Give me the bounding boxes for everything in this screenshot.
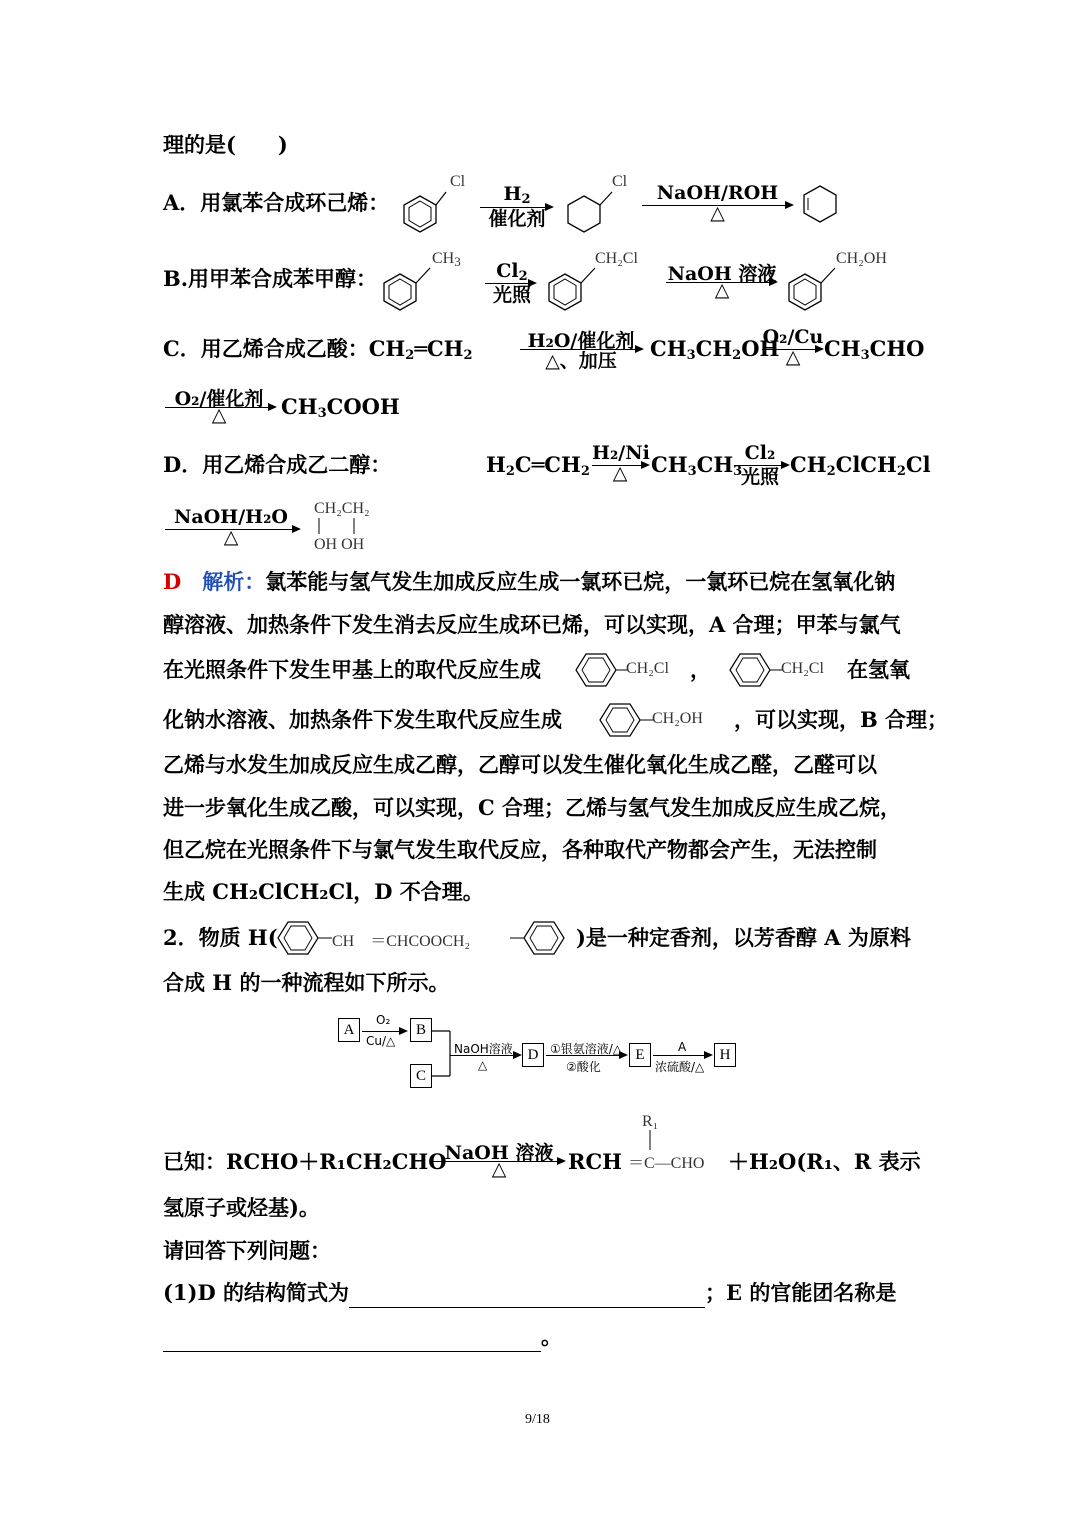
ch2cl-label-b: CH₂Cl xyxy=(595,250,638,267)
answer-tag: 解析： xyxy=(202,569,266,594)
known-cho: ＝C—CHO xyxy=(628,1155,705,1172)
flow-eh-bot: 浓硫酸/△ xyxy=(655,1060,705,1074)
ethylene-formula-d: $H_2C═CH_2$ xyxy=(486,452,590,479)
answer-line-3b: ， xyxy=(690,657,711,682)
answer-line-4b: ，可以实现，B 合理； xyxy=(734,707,949,732)
flow-box-c: C xyxy=(410,1064,432,1088)
q2-line-1b: )是一种定香剂，以芳香醇 A 为原料 xyxy=(576,925,911,950)
optD-r1-bot: △ xyxy=(612,462,628,484)
q2-line-1a: 2．物质 H( xyxy=(163,925,278,950)
benzyl-alcohol-inline xyxy=(592,700,654,740)
ethane-formula: $CH_3CH_3$ xyxy=(651,452,743,479)
optB-r1-top: $Cl_2$ xyxy=(496,260,528,284)
flow-box-a: A xyxy=(338,1018,360,1042)
known-suffix: ＋H₂O(R₁、R 表示 xyxy=(728,1149,921,1174)
flow-ab-top: O₂ xyxy=(376,1013,391,1027)
glycol-bottom: OH OH xyxy=(314,536,365,553)
subq-1-cont: 。 xyxy=(163,1322,562,1352)
flow-box-h: H xyxy=(714,1043,736,1067)
flow-bd-bot: △ xyxy=(478,1058,488,1072)
cyclohexene-structure xyxy=(798,180,844,230)
answer-line-8: 生成 CH₂ClCH₂Cl，D 不合理。 xyxy=(163,879,484,904)
optB-r2-bot: △ xyxy=(714,279,730,301)
ch2oh-inline: CH₂OH xyxy=(652,710,703,727)
flow-ab-bot: Cu/△ xyxy=(366,1034,396,1048)
optC-r3-bot: △ xyxy=(211,404,227,426)
answer-line-1: D 解析：氯苯能与氢气发生加成反应生成一氯环已烷，一氯环已烷在氢氧化钠 xyxy=(163,569,896,594)
flow-arrow-de xyxy=(546,1055,626,1056)
optA-r1-top: $H_2$ xyxy=(503,183,531,207)
q2-line-2: 合成 H 的一种流程如下所示。 xyxy=(163,970,450,995)
optD-r2-bot: 光照 xyxy=(740,466,779,488)
flow-box-d: D xyxy=(522,1043,544,1067)
flow-box-e: E xyxy=(629,1043,651,1067)
flow-arrow-ab xyxy=(362,1031,406,1032)
optD-r3-bot: △ xyxy=(223,526,239,548)
optD-r3-top: NaOH/H₂O xyxy=(174,506,288,528)
flow-de-bot: ②酸化 xyxy=(566,1060,601,1074)
phenyl-left xyxy=(270,918,332,958)
ch3-label: $CH_3$ xyxy=(432,250,461,269)
flow-de-top: ①银氨溶液/△ xyxy=(550,1042,623,1056)
benzyl-chloride-inline-1 xyxy=(568,650,628,690)
ch2cl-inline-1: CH₂Cl xyxy=(626,660,669,677)
optB-r1-bot: 光照 xyxy=(492,284,531,306)
answer-letter: D xyxy=(163,569,182,594)
answer-blank-e[interactable] xyxy=(163,1329,541,1352)
optC-r3-top: O₂/催化剂 xyxy=(174,388,264,410)
known-line2: 氢原子或烃基)。 xyxy=(163,1195,320,1220)
prompt: 请回答下列问题： xyxy=(163,1238,331,1263)
known-r1: R₁ xyxy=(642,1113,659,1130)
glycol-bonds xyxy=(314,518,374,538)
subq-1: (1)D 的结构简式为 ；E 的官能团名称是 xyxy=(163,1278,896,1308)
answer-line-3a: 在光照条件下发生甲基上的取代反应生成 xyxy=(163,657,541,682)
optC-r2-bot: △ xyxy=(785,346,801,368)
option-d-label: D．用乙烯合成乙二醇： xyxy=(163,452,392,477)
dichloroethane-formula: $CH_2ClCH_2Cl$ xyxy=(790,452,931,479)
toluene-structure xyxy=(380,258,436,314)
known-r-bot: △ xyxy=(491,1158,507,1180)
acetic-acid-formula: $CH_3COOH$ xyxy=(281,394,400,421)
ethanol-formula: $CH_3CH_2OH$ xyxy=(650,336,780,363)
known-prefix: 已知：RCHO＋R₁CH₂CHO xyxy=(163,1149,447,1174)
answer-line-6: 进一步氧化生成乙酸，可以实现，C 合理；乙烯与氢气发生加成反应生成乙烷， xyxy=(163,795,902,820)
option-a-label: A．用氯苯合成环己烯： xyxy=(163,190,390,215)
optA-r2-top: NaOH/ROH xyxy=(656,182,779,204)
phenyl-right xyxy=(510,918,572,958)
cl-label-a2: Cl xyxy=(612,173,628,190)
optA-r2-bot: △ xyxy=(710,202,725,224)
ch2oh-label-b: CH₂OH xyxy=(836,250,887,267)
cl-label-a1: Cl xyxy=(450,173,466,190)
glycol-top: CH₂CH₂ xyxy=(314,500,370,517)
optD-r2-top: Cl₂ xyxy=(744,442,776,464)
answer-line-2: 醇溶液、加热条件下发生消去反应生成环已烯，可以实现，A 合理；甲苯与氯气 xyxy=(163,612,901,637)
optC-r1-bot: △、加压 xyxy=(545,350,617,372)
optB-r2-top: NaOH 溶液 xyxy=(667,263,777,285)
acetaldehyde-formula: $CH_3CHO$ xyxy=(824,336,925,363)
chlorobenzene-structure xyxy=(400,180,450,236)
ch2cl-inline-2: CH₂Cl xyxy=(781,660,824,677)
answer-line-7: 但乙烷在光照条件下与氯气发生取代反应，各种取代产物都会产生，无法控制 xyxy=(163,837,877,862)
known-rch: RCH xyxy=(568,1149,623,1174)
optC-r1-top: H₂O/催化剂 xyxy=(527,330,635,352)
flow-merge-lines xyxy=(432,1028,452,1078)
flow-eh-top: A xyxy=(678,1040,687,1054)
question-tail: 理的是( ) xyxy=(163,132,288,157)
optC-r2-top: O₂/Cu xyxy=(762,326,824,348)
known-r-top: NaOH 溶液 xyxy=(444,1142,554,1164)
answer-line-5: 乙烯与水发生加成反应生成乙醇，乙醇可以发生催化氧化生成乙醛，乙醛可以 xyxy=(163,752,877,777)
flow-arrow-bd xyxy=(450,1055,520,1056)
h-mid-chain: CH ＝CHCOOCH₂ xyxy=(332,933,471,950)
known-r1-bond xyxy=(640,1130,660,1152)
page-number: 9/18 xyxy=(525,1412,550,1427)
benzyl-chloride-inline-2 xyxy=(722,650,782,690)
answer-line-3c: 在氢氧 xyxy=(847,657,910,682)
option-c-label: C．用乙烯合成乙酸：$CH_2═CH_2$ xyxy=(163,336,473,363)
flow-bd-top: NaOH溶液 xyxy=(454,1042,513,1056)
answer-line-4a: 化钠水溶液、加热条件下发生取代反应生成 xyxy=(163,707,562,732)
optA-r1-bot: 催化剂 xyxy=(488,208,546,230)
option-b-label: B.用甲苯合成苯甲醇： xyxy=(163,266,378,291)
optD-r1-top: H₂/Ni xyxy=(592,442,650,464)
flow-arrow-eh xyxy=(653,1055,711,1056)
flow-box-b: B xyxy=(410,1018,432,1042)
chlorocyclohexane-structure xyxy=(562,180,618,236)
answer-blank-d[interactable] xyxy=(349,1281,705,1308)
